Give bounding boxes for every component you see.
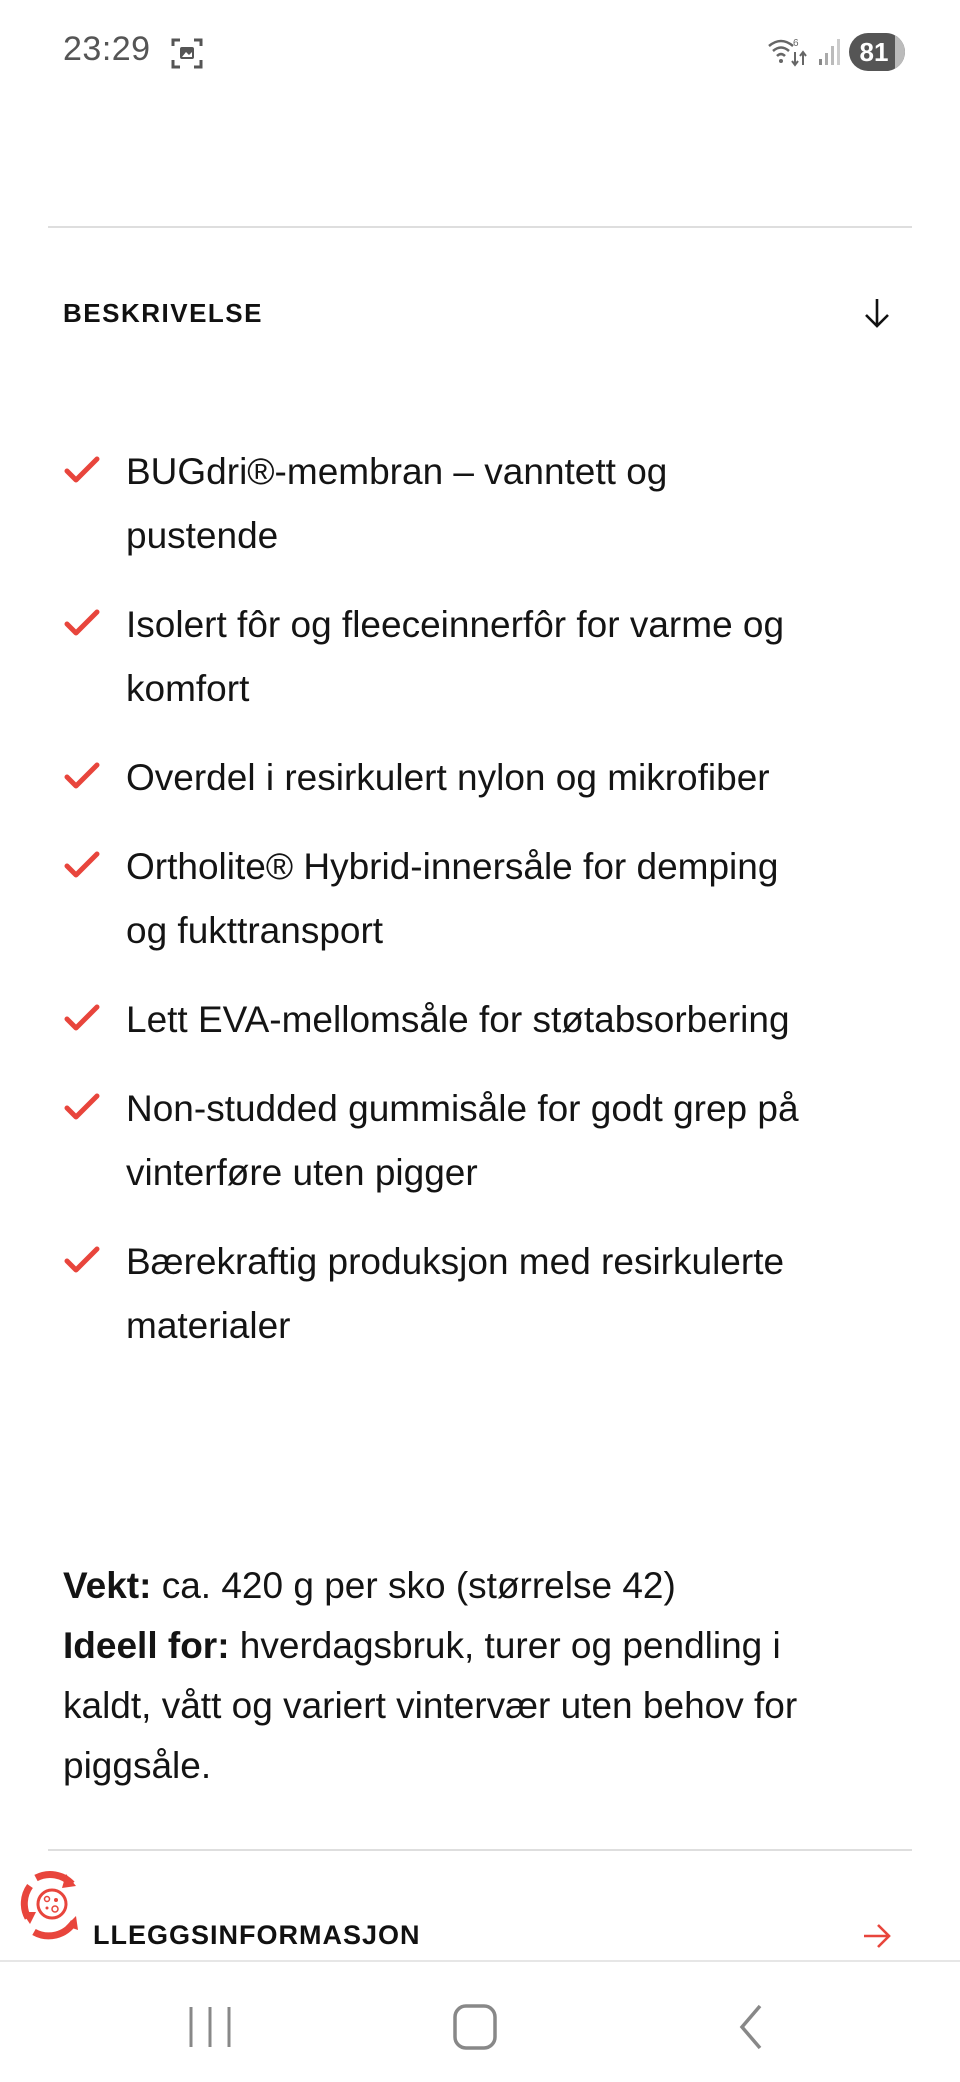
feature-list [63, 440, 863, 1383]
weight-value: ca. 420 g per sko (størrelse 42) [151, 1565, 676, 1606]
check-icon [63, 454, 101, 486]
signal-icon [817, 37, 843, 67]
recents-button[interactable] [180, 2002, 240, 2052]
list-item [63, 1077, 863, 1205]
battery-icon [849, 33, 905, 71]
additional-info-header[interactable] [93, 1920, 893, 1951]
list-item [63, 988, 863, 1052]
feature-text: Overdel i resirkulert nylon og mikrofiber [126, 757, 770, 798]
check-icon [63, 1244, 101, 1276]
arrow-right-icon[interactable] [861, 1921, 893, 1951]
clock: 23:29 [63, 30, 151, 68]
list-item [63, 746, 863, 810]
check-icon [63, 1002, 101, 1034]
list-item [63, 1230, 863, 1358]
ideal-label: Ideell for: [63, 1625, 230, 1666]
battery-level: 81 [859, 36, 889, 67]
divider [48, 1849, 912, 1851]
screenshot-icon [170, 36, 204, 70]
floating-sync-icon[interactable] [16, 1868, 88, 1940]
status-bar [0, 0, 960, 110]
arrow-down-icon[interactable] [861, 296, 893, 330]
section-title: LLEGGSINFORMASJON [93, 1920, 421, 1950]
svg-text:6: 6 [793, 38, 799, 49]
list-item [63, 835, 863, 963]
ideal-value: hverdagsbruk, turer og pendling i kaldt, vått og variert vintervær uten behov for piggsåle. [63, 1625, 798, 1786]
feature-text: BUGdri®-membran – vanntett og pustende [126, 451, 668, 556]
ideal-for-spec [63, 1616, 823, 1796]
divider [48, 226, 912, 228]
system-nav-bar [0, 1960, 960, 2082]
home-button[interactable] [446, 2002, 506, 2052]
feature-text: Lett EVA-mellomsåle for støtabsorbering [126, 999, 790, 1040]
wifi-icon [767, 36, 811, 68]
product-specs [63, 1556, 863, 1796]
check-icon [63, 1091, 101, 1123]
back-button[interactable] [720, 2002, 780, 2052]
list-item [63, 593, 863, 721]
feature-text: Bærekraftig produksjon med resirkulerte materialer [126, 1241, 785, 1346]
feature-text: Ortholite® Hybrid-innersåle for demping og fukttransport [126, 846, 779, 951]
description-accordion-header[interactable] [63, 296, 893, 330]
section-title: BESKRIVELSE [63, 297, 263, 328]
status-icons [767, 32, 905, 72]
feature-text: Non-studded gummisåle for godt grep på vinterføre uten pigger [126, 1088, 799, 1193]
check-icon [63, 849, 101, 881]
weight-label: Vekt: [63, 1565, 152, 1606]
feature-text: Isolert fôr og fleeceinnerfôr for varme og komfort [126, 604, 785, 709]
weight-spec [63, 1556, 863, 1616]
check-icon [63, 760, 101, 792]
check-icon [63, 607, 101, 639]
list-item [63, 440, 863, 568]
